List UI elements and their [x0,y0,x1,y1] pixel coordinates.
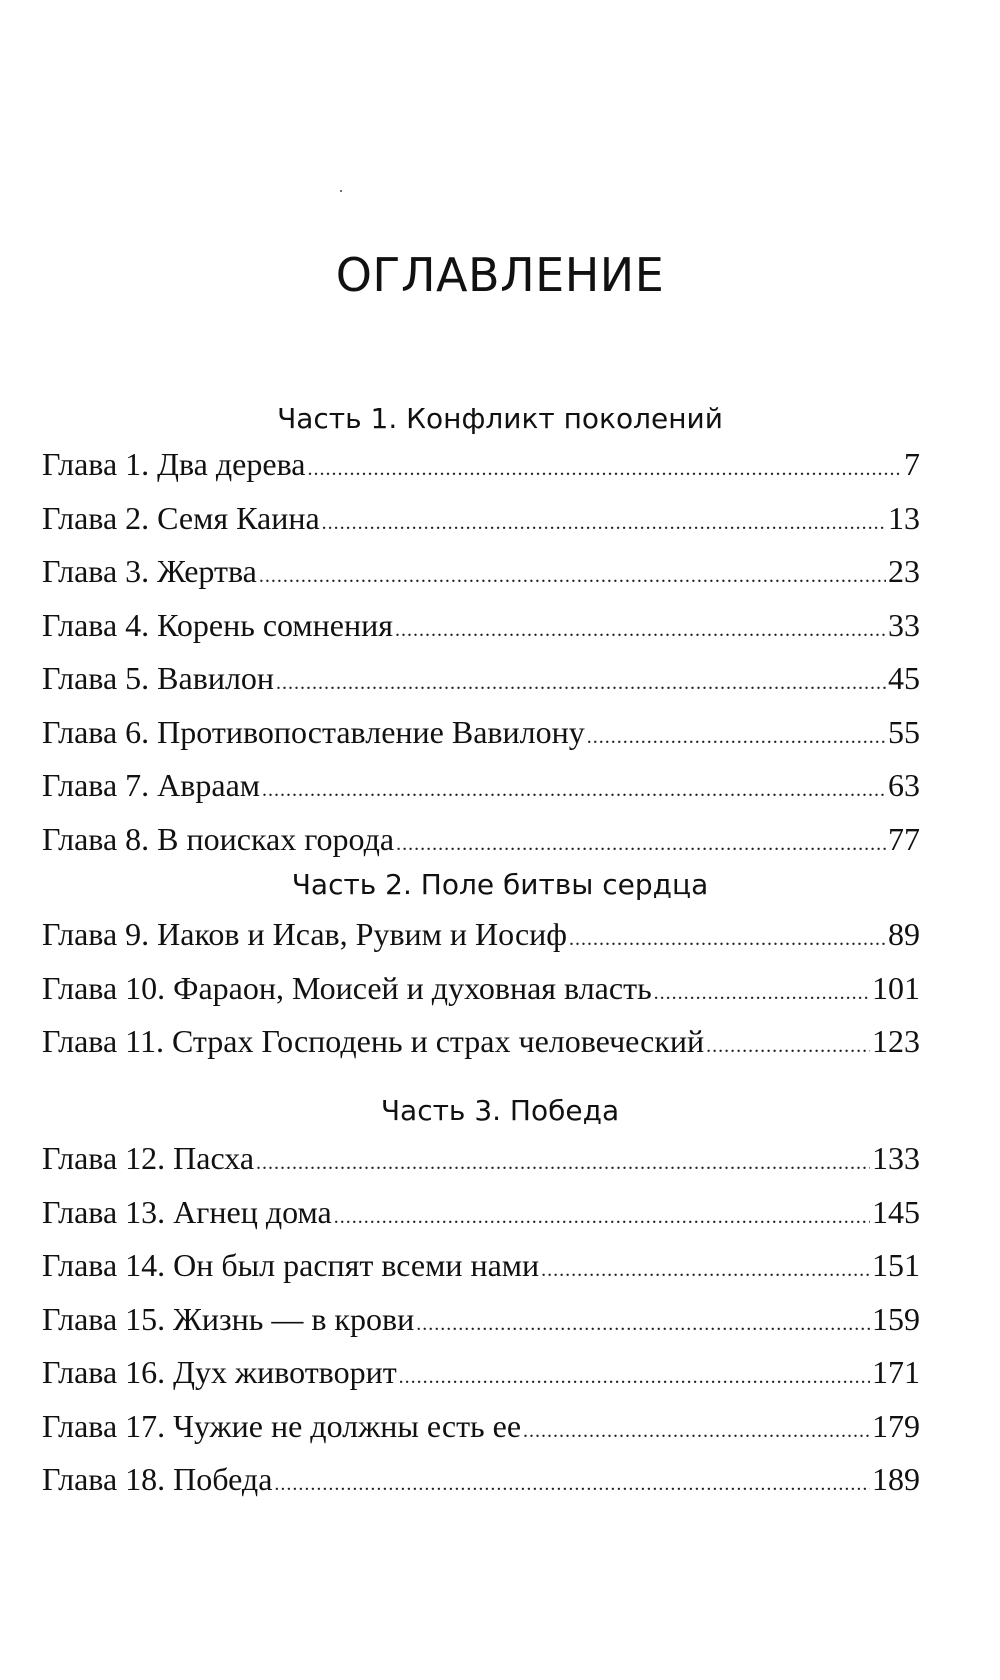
chapter-page-number: 89 [888,916,920,952]
chapter-page-number: 45 [888,660,920,696]
toc-entry[interactable] [42,1194,920,1248]
part-1-chapter-list [42,446,920,874]
part-2-chapter-list [42,916,920,1077]
toc-entry[interactable] [42,1140,920,1194]
chapter-page-number: 101 [872,969,920,1006]
chapter-page-number: 55 [888,713,920,750]
chapter-page-number: 13 [888,499,920,536]
toc-entry[interactable] [42,446,920,500]
toc-entry[interactable] [42,1023,920,1077]
dot-leader [322,512,886,535]
dot-leader [262,779,886,802]
toc-entry[interactable] [42,660,920,714]
dot-leader [569,928,886,951]
chapter-page-number: 151 [872,1247,920,1283]
toc-entry[interactable] [42,1354,920,1408]
chapter-page-number: 179 [872,1407,920,1444]
dot-leader [541,1259,870,1282]
chapter-title: Глава 3. Жертва [42,553,257,589]
chapter-title: Глава 13. Агнец дома [42,1193,332,1230]
dot-leader [654,982,870,1005]
toc-entry[interactable] [42,1301,920,1355]
toc-entry[interactable] [42,821,920,875]
toc-entry[interactable] [42,916,920,970]
chapter-page-number: 23 [888,553,920,589]
toc-entry[interactable] [42,1461,920,1515]
chapter-page-number: 77 [888,820,920,857]
chapter-page-number: 159 [872,1300,920,1337]
dot-leader [259,565,886,588]
dot-leader [396,833,886,856]
dot-leader [274,1473,870,1496]
dot-leader [307,458,902,481]
dot-leader [399,1366,870,1389]
dot-leader [523,1420,870,1443]
chapter-title: Глава 16. Дух животворит [42,1354,397,1390]
chapter-page-number: 33 [888,606,920,643]
chapter-page-number: 189 [872,1461,920,1497]
toc-entry[interactable] [42,1247,920,1301]
toc-entry[interactable] [42,767,920,821]
chapter-title: Глава 15. Жизнь — в крови [42,1300,415,1337]
toc-entry[interactable] [42,607,920,661]
toc-entry[interactable] [42,970,920,1024]
chapter-title: Глава 6. Противопоставление Вавилону [42,713,585,750]
chapter-title: Глава 2. Семя Каина [42,499,320,536]
page-title: ОГЛАВЛЕНИЕ [335,248,665,302]
chapter-title: Глава 7. Авраам [42,767,261,803]
dot-leader [587,726,886,749]
dot-leader [395,619,886,642]
part-2-heading: Часть 2. Поле битвы сердца [291,868,709,901]
chapter-title: Глава 8. В поисках города [42,820,395,857]
toc-entry[interactable] [42,500,920,554]
chapter-title: Глава 18. Победа [42,1461,273,1497]
toc-entry[interactable] [42,553,920,607]
dot-leader [416,1313,870,1336]
toc-entry[interactable] [42,1408,920,1462]
chapter-page-number: 145 [872,1193,920,1230]
dot-leader [276,672,886,695]
chapter-title: Глава 1. Два дерева [42,446,306,482]
dot-leader [706,1035,870,1058]
chapter-page-number: 133 [872,1140,920,1176]
chapter-title: Глава 17. Чужие не должны есть ее [42,1407,522,1444]
part-3-heading: Часть 3. Победа [380,1094,620,1127]
print-speck [340,190,342,192]
dot-leader [334,1206,870,1229]
toc-entry[interactable] [42,714,920,768]
chapter-title: Глава 4. Корень сомнения [42,606,393,643]
chapter-title: Глава 14. Он был распят всеми нами [42,1247,540,1283]
chapter-title: Глава 5. Вавилон [42,660,275,696]
part-3-chapter-list [42,1140,920,1515]
chapter-page-number: 63 [888,767,920,803]
chapter-page-number: 7 [904,446,920,482]
chapter-title: Глава 12. Пасха [42,1140,255,1176]
chapter-page-number: 171 [872,1354,920,1390]
chapter-title: Глава 10. Фараон, Моисей и духовная власть [42,969,652,1006]
chapter-title: Глава 11. Страх Господень и страх человеческий [42,1023,705,1059]
chapter-page-number: 123 [872,1023,920,1059]
dot-leader [256,1152,870,1175]
chapter-title: Глава 9. Иаков и Исав, Рувим и Иосиф [42,916,568,952]
part-1-heading: Часть 1. Конфликт поколений [277,402,723,435]
